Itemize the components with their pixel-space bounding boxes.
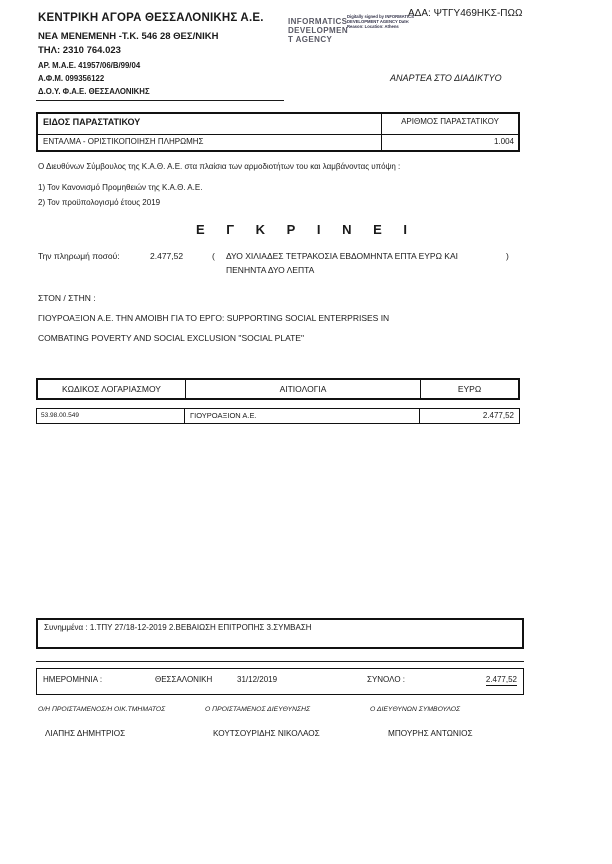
account-table-header xyxy=(36,378,520,400)
preamble-item-2: 2) Τον προϋπολογισμό έτους 2019 xyxy=(38,198,161,207)
company-phone: ΤΗΛ: 2310 764.023 xyxy=(38,45,121,56)
signature-name-3: ΜΠΟΥΡΗΣ ΑΝΤΩΝΙΟΣ xyxy=(388,729,473,738)
beneficiary-line1: ΓΙΟΥΡΟΑΞΙΟΝ Α.Ε. ΤΗΝ ΑΜΟΙΒΗ ΓΙΑ ΤΟ ΕΡΓΟ: SUPPORTING SOCIAL ENTERPRISES IN xyxy=(38,313,390,323)
preamble-item-1: 1) Τον Κανονισμό Προμηθειών της Κ.Α.Θ. Α.Ε. xyxy=(38,183,203,192)
total-label: ΣΥΝΟΛΟ : xyxy=(367,675,405,684)
beneficiary-label: ΣΤΟΝ / ΣΤΗΝ : xyxy=(38,293,96,303)
footer-divider-line xyxy=(36,661,524,662)
payment-amount-value: 2.477,52 xyxy=(150,251,184,261)
date-value: 31/12/2019 xyxy=(237,675,278,684)
signature-role-directorate-head: Ο ΠΡΟΙΣΤΑΜΕΝΟΣ ΔΙΕΥΘΥΝΣΗΣ xyxy=(205,706,311,713)
payment-amount-label: Την πληρωμή ποσού: xyxy=(38,251,120,261)
approval-title: Ε Γ Κ Ρ Ι Ν Ε Ι xyxy=(195,222,417,237)
paren-open: ( xyxy=(212,251,215,261)
column-header-euro: ΕΥΡΩ xyxy=(457,384,482,394)
date-total-box xyxy=(36,668,524,695)
header-divider-line xyxy=(36,100,284,101)
date-label: ΗΜΕΡΟΜΗΝΙΑ : xyxy=(43,675,103,684)
attachments-text: Συνημμένα : 1.ΤΠΥ 27/18-12-2019 2.ΒΕΒΑΙΩΣΗ ΕΠΙΤΡΟΠΗΣ 3.ΣΥΜΒΑΣΗ xyxy=(44,623,312,632)
company-registry: ΑΡ. Μ.Α.Ε. 41957/06/Β/99/04 xyxy=(38,61,141,70)
cell-account-code: 53.98.00.549 xyxy=(41,412,79,419)
paren-close: ) xyxy=(506,251,509,261)
amount-in-words-line2: ΠΕΝΗΝΤΑ ΔΥΟ ΛΕΠΤΑ xyxy=(226,265,315,275)
signature-name-1: ΛΙΑΠΗΣ ΔΗΜΗΤΡΙΟΣ xyxy=(45,729,126,738)
column-header-account-code: ΚΩΔΙΚΟΣ ΛΟΓΑΡΙΑΣΜΟΥ xyxy=(62,384,161,394)
signature-name-2: ΚΟΥΤΣΟΥΡΙΔΗΣ ΝΙΚΟΛΑΟΣ xyxy=(213,729,320,738)
signature-role-finance-head: Ο/Η ΠΡΟΙΣΤΑΜΕΝΟΣ/Η ΟΙΚ.ΤΜΗΜΑΤΟΣ xyxy=(38,706,166,713)
company-address: ΝΕΑ ΜΕΝΕΜΕΝΗ -Τ.Κ. 546 28 ΘΕΣ/ΝΙΚΗ xyxy=(38,31,219,42)
date-city: ΘΕΣΣΑΛΟΝΙΚΗ xyxy=(155,675,213,684)
stamp-agency-line3: T AGENCY xyxy=(288,35,333,44)
cell-justification: ΓΙΟΥΡΟΑΞΙΟΝ Α.Ε. xyxy=(184,409,420,423)
digital-signature-stamp xyxy=(288,17,348,44)
amount-in-words-line1: ΔΥΟ ΧΙΛΙΑΔΕΣ ΤΕΤΡΑΚΟΣΙΑ ΕΒΔΟΜΗΝΤΑ ΕΠΤΑ ΕΥΡΩ ΚΑΙ xyxy=(226,251,459,261)
stamp-agency-line1: INFORMATICS xyxy=(288,17,348,26)
company-tax-office: Δ.Ο.Υ. Φ.Α.Ε. ΘΕΣΣΑΛΟΝΙΚΗΣ xyxy=(38,87,150,96)
company-vat: Α.Φ.Μ. 099356122 xyxy=(38,74,105,83)
doc-type-label: ΕΙΔΟΣ ΠΑΡΑΣΤΑΤΙΚΟΥ xyxy=(43,117,141,127)
signature-role-ceo: Ο ΔΙΕΥΘΥΝΩΝ ΣΥΜΒΟΥΛΟΣ xyxy=(370,706,461,713)
account-table-row xyxy=(36,408,520,424)
attachments-box xyxy=(36,618,524,649)
anartea-note: ΑΝΑΡΤΕΑ ΣΤΟ ΔΙΑΔΙΚΤΥΟ xyxy=(390,73,502,83)
doc-number-label: ΑΡΙΘΜΟΣ ΠΑΡΑΣΤΑΤΙΚΟΥ xyxy=(381,114,518,134)
column-header-justification: ΑΙΤΙΟΛΟΓΙΑ xyxy=(185,380,421,398)
stamp-agency-line2: DEVELOPMEN xyxy=(288,26,349,35)
cell-amount: 2.477,52 xyxy=(482,411,514,420)
company-name: ΚΕΝΤΡΙΚΗ ΑΓΟΡΑ ΘΕΣΣΑΛΟΝΙΚΗΣ Α.Ε. xyxy=(38,12,264,24)
beneficiary-line2: COMBATING POVERTY AND SOCIAL EXCLUSION "SOCIAL PLATE" xyxy=(38,333,304,343)
preamble-intro: Ο Διευθύνων Σύμβουλος της Κ.Α.Θ. Α.Ε. στα πλαίσια των αρμοδιοτήτων του και λαμβάνοντας υπόψη : xyxy=(38,162,401,171)
document-type-box xyxy=(36,112,520,152)
ada-code: ΑΔΑ: ΨΤΓΥ469ΗΚΣ-ΠΩΩ xyxy=(408,8,523,19)
total-value: 2.477,52 xyxy=(485,675,517,684)
doc-type-value: ΕΝΤΑΛΜΑ - ΟΡΙΣΤΙΚΟΠΟΙΗΣΗ ΠΛΗΡΩΜΗΣ xyxy=(43,137,204,146)
stamp-signature-details: Digitally signed by INFORMATICS DEVELOPMENT AGENCY Date: Reason: Location: Athens xyxy=(347,14,414,29)
doc-number-value: 1.004 xyxy=(381,135,518,150)
